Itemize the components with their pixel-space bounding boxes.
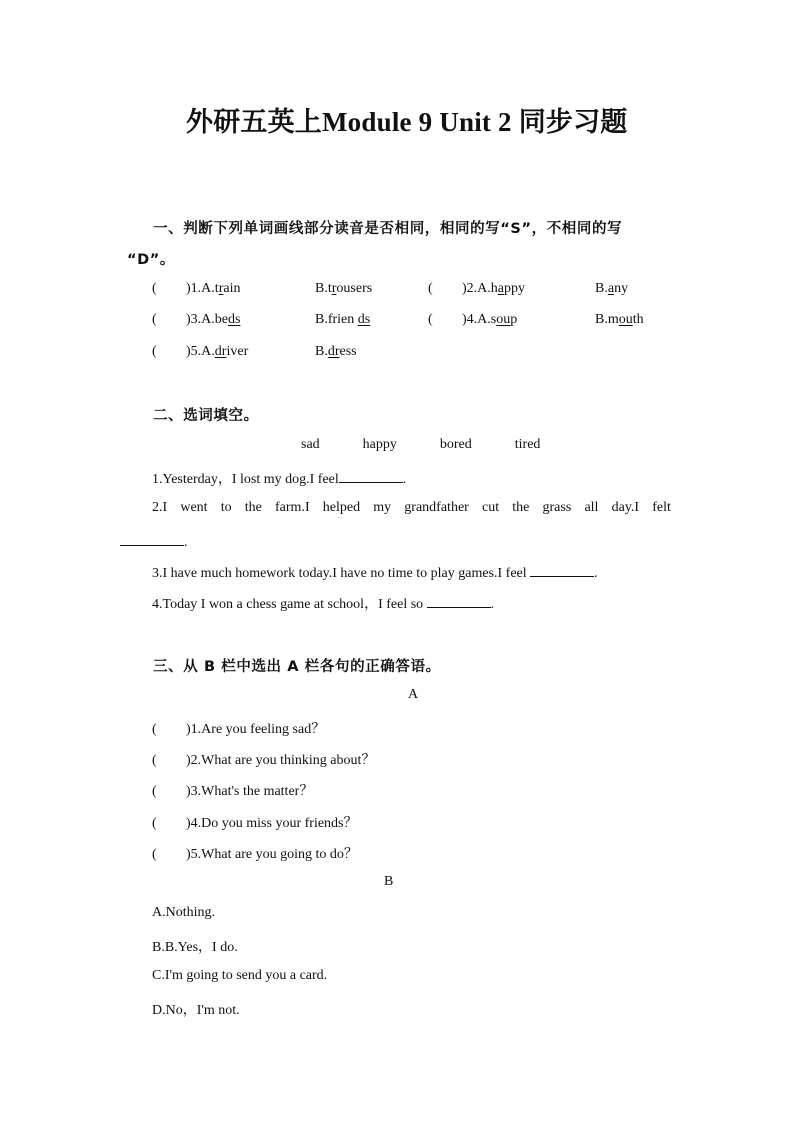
s2-question-3: 3.I have much homework today.I have no time to play games.I feel .	[152, 562, 598, 582]
answer-blank[interactable]	[339, 468, 403, 483]
s1-item2-option-b: B.any	[595, 281, 629, 296]
word-bank-item: bored	[439, 437, 472, 452]
s3-a-item: ( )5.What are you going to do？	[152, 847, 358, 862]
section2-heading: 二、选词填空。	[153, 408, 259, 424]
s2-question-2-blank-line: .	[120, 531, 188, 551]
s3-a-item: ( )4.Do you miss your friends？	[152, 816, 358, 831]
s3-a-item: ( )3.What's the matter？	[152, 784, 314, 799]
s1-item5: ( )5.A.driver	[152, 344, 249, 359]
s1-item1: ( )1.A.train	[152, 281, 241, 296]
column-a-label: A	[408, 687, 419, 702]
answer-blank[interactable]	[427, 593, 491, 608]
word-bank-item: tired	[514, 437, 541, 452]
section1-heading: 一、判断下列单词画线部分读音是否相同，相同的写“S”，不相同的写	[153, 221, 623, 237]
column-b-label: B	[384, 874, 394, 889]
word-bank-item: sad	[301, 437, 320, 452]
section3-heading: 三、从 B 栏中选出 A 栏各句的正确答语。	[153, 659, 441, 675]
s3-b-item: A.Nothing.	[152, 905, 215, 920]
s3-b-item: C.I'm going to send you a card.	[152, 968, 328, 983]
s3-b-item: B.B.Yes，I do.	[152, 940, 238, 955]
page-title: 外研五英上Module 9 Unit 2 同步习题	[186, 107, 628, 137]
s1-item5-option-b: B.dress	[315, 344, 357, 359]
s2-question-1: 1.Yesterday，I lost my dog.I feel .	[152, 468, 406, 488]
s2-question-2: 2.I went to the farm.I helped my grandfather cut the grass all day.I felt	[152, 500, 671, 515]
s1-item2: ( )2.A.happy	[428, 281, 526, 296]
s1-item3-option-b: B.frien ds	[315, 312, 371, 327]
s1-item3: ( )3.A.beds	[152, 312, 241, 327]
word-bank	[301, 437, 540, 453]
answer-blank[interactable]	[120, 531, 184, 546]
s3-a-item: ( )2.What are you thinking about？	[152, 753, 376, 768]
answer-blank[interactable]	[530, 562, 594, 577]
word-bank-item: happy	[362, 437, 397, 452]
s3-a-item: ( )1.Are you feeling sad？	[152, 722, 326, 737]
s1-item1-option-b: B.trousers	[315, 281, 373, 296]
s3-b-item: D.No，I'm not.	[152, 1003, 240, 1018]
s2-question-4: 4.Today I won a chess game at school，I feel so .	[152, 593, 494, 613]
section1-heading-cont: “D”。	[127, 252, 175, 268]
s1-item4: ( )4.A.soup	[428, 312, 518, 327]
s1-item4-option-b: B.mouth	[595, 312, 644, 327]
